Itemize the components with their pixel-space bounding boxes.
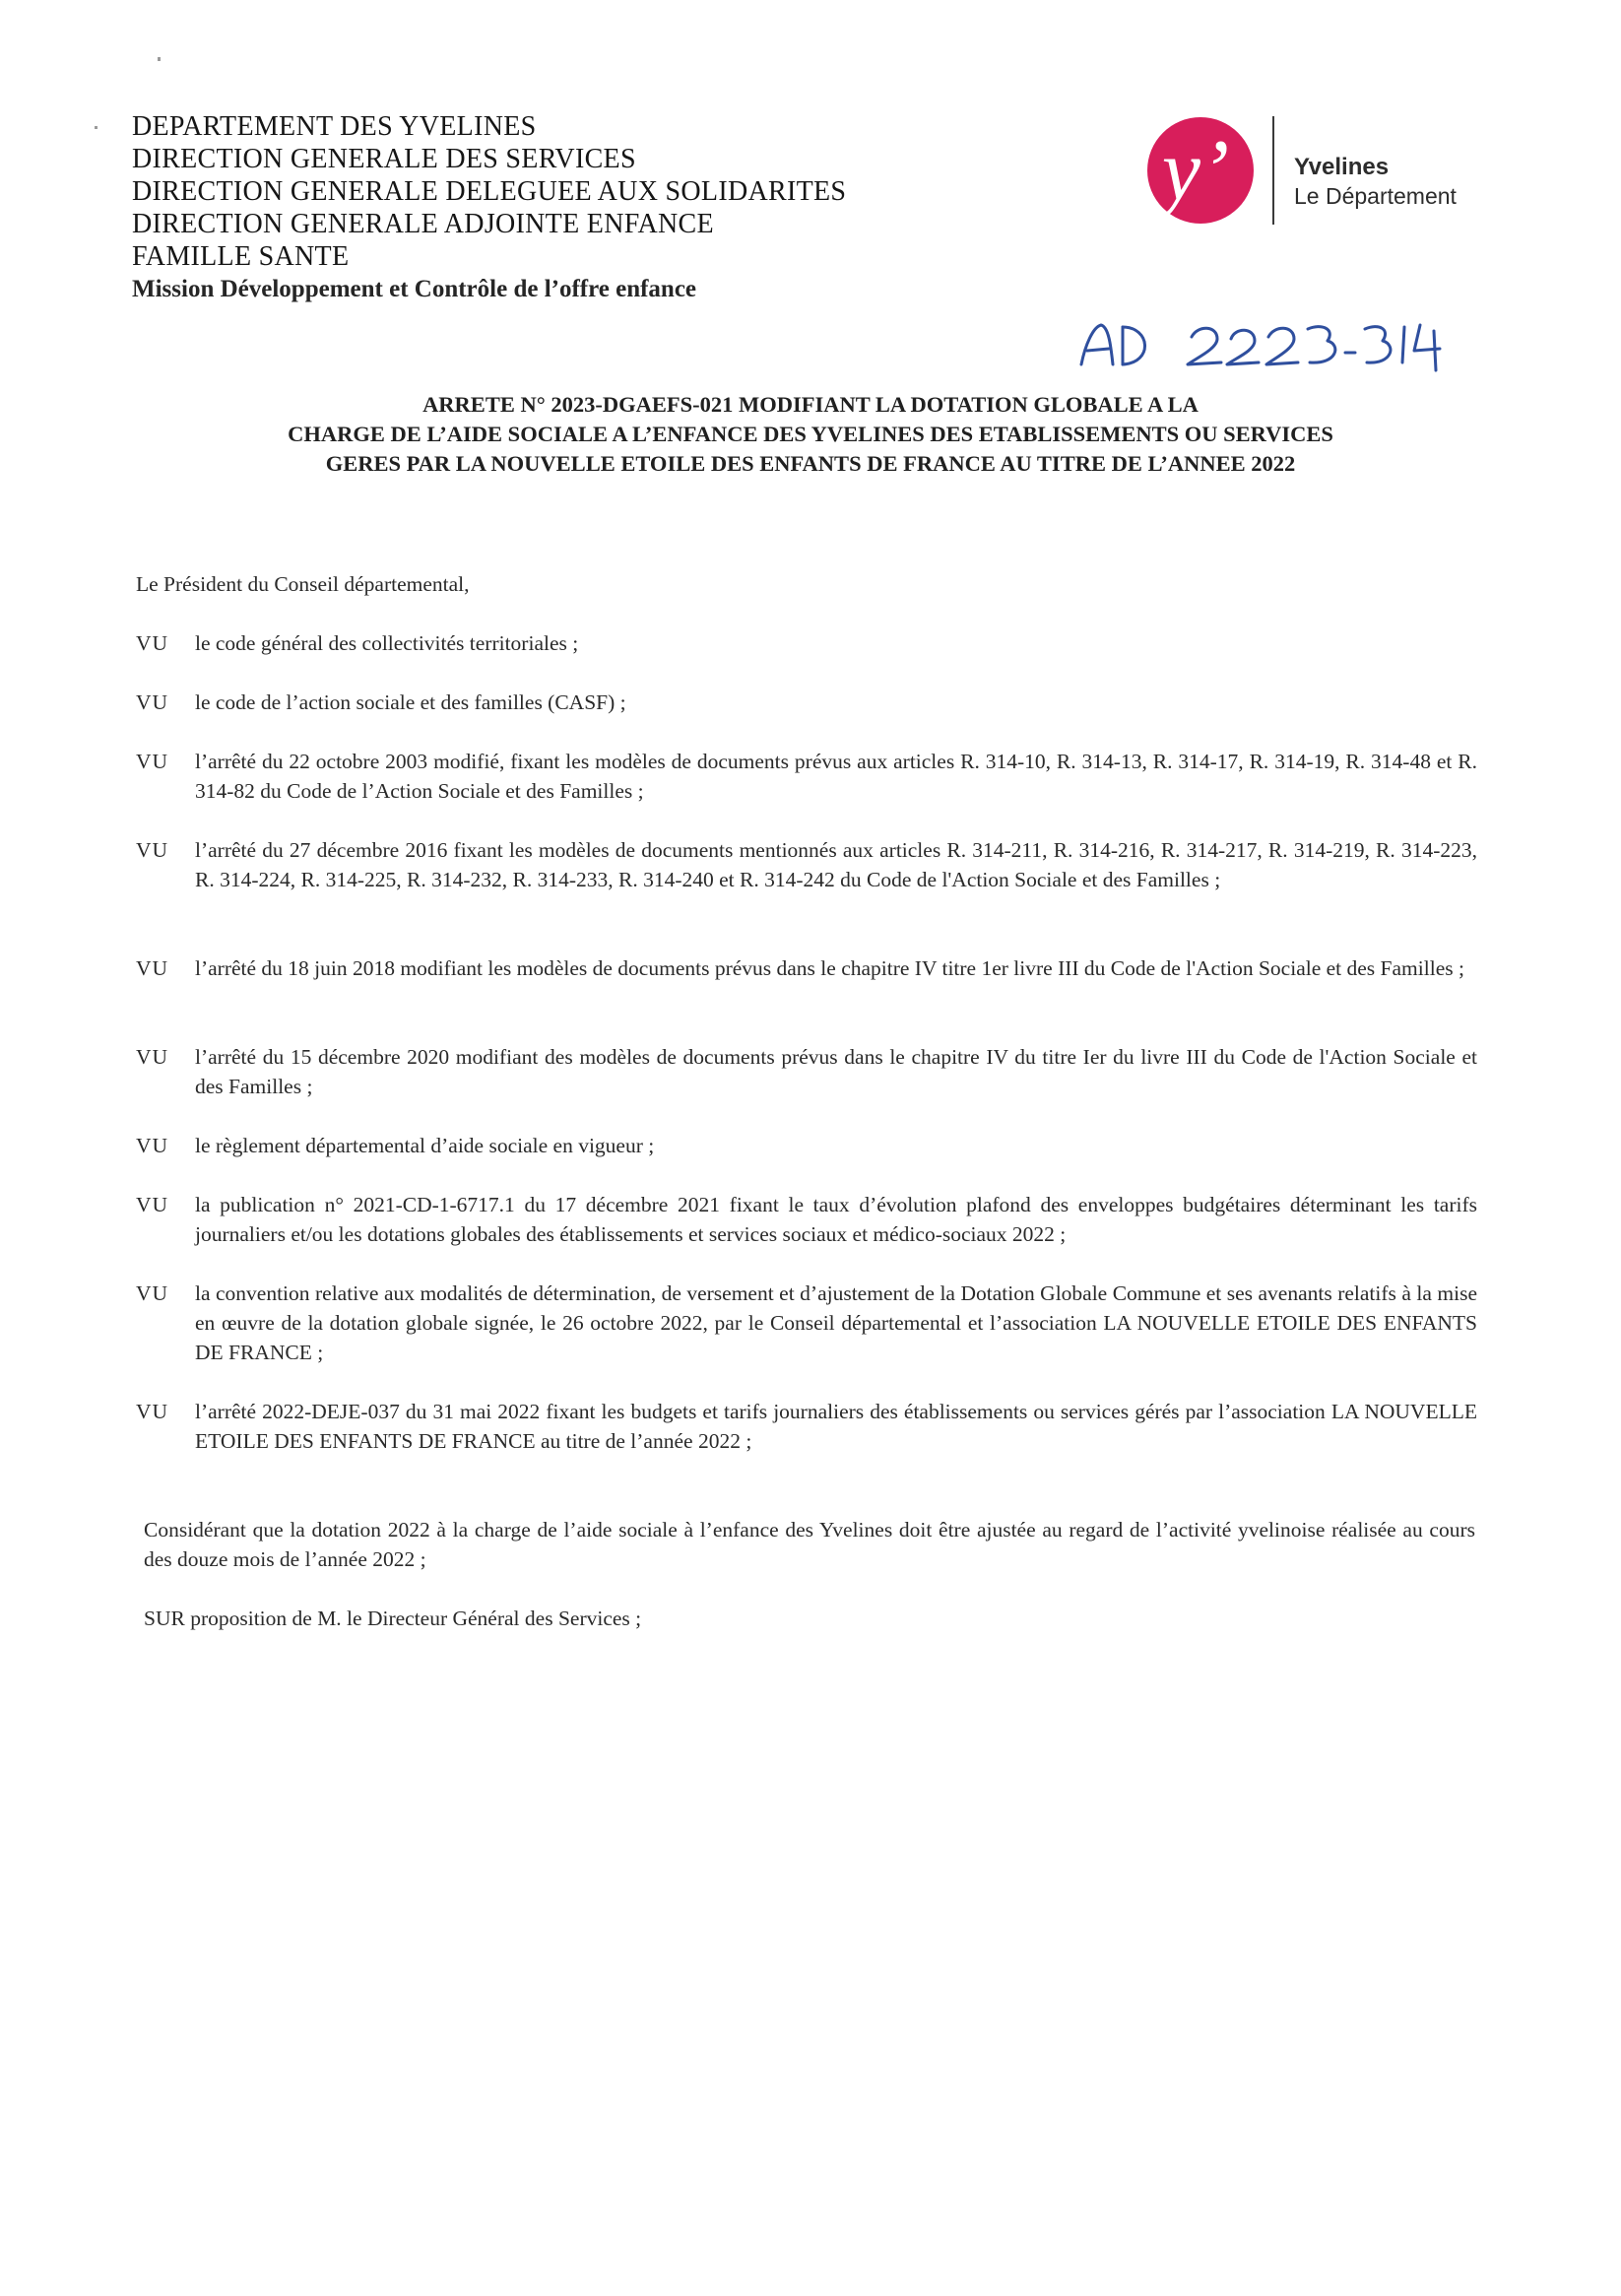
intro-paragraph: Le Président du Conseil départemental, [136, 572, 470, 596]
proposition-paragraph: SUR proposition de M. le Directeur Général des Services ; [144, 1607, 642, 1630]
header-line-famille-sante: FAMILLE SANTE [132, 241, 350, 272]
visa-label: VU [136, 1134, 169, 1157]
scan-speck [158, 57, 161, 61]
visa-text: le code général des collectivités territoriales ; [195, 631, 579, 655]
visa-text: le code de l’action sociale et des familles (CASF) ; [195, 690, 626, 714]
considerant-paragraph: Considérant que la dotation 2022 à la charge de l’aide sociale à l’enfance des Yvelines doit être ajustée au regard de l’activité yvelinoise réalisée au cours des douze mois de l’année 2022 ; [144, 1518, 1475, 1571]
visa-label: VU [136, 838, 169, 862]
visa-text: l’arrêté du 27 décembre 2016 fixant les modèles de documents mentionnés aux articles R. 314-211, R. 314-216, R. 314-217, R. 314-219, R. 314-223, R. 314-224, R. 314-225, R. 314-232, R. 314-233, R. 314-240 et R. 314-242 du Code de l'Action Sociale et des Familles ; [195, 838, 1477, 891]
visa-text: le règlement départemental d’aide sociale en vigueur ; [195, 1134, 655, 1157]
header-line-dgs: DIRECTION GENERALE DES SERVICES [132, 144, 636, 174]
visa-label: VU [136, 690, 169, 714]
header-line-dga-enfance: DIRECTION GENERALE ADJOINTE ENFANCE [132, 209, 714, 239]
yvelines-logo [1144, 114, 1489, 228]
visa-label: VU [136, 750, 169, 773]
header-line-department: DEPARTEMENT DES YVELINES [132, 111, 537, 142]
logo-divider [1272, 116, 1274, 225]
logo-mark-text: y’ [1161, 123, 1230, 219]
visa-label: VU [136, 1400, 169, 1423]
visa-label: VU [136, 1045, 169, 1069]
visa-text: l’arrêté du 18 juin 2018 modifiant les modèles de documents prévus dans le chapitre IV titre 1er livre III du Code de l'Action Sociale et des Familles ; [195, 956, 1464, 980]
yvelines-logo-mark-icon [1144, 114, 1263, 228]
visa-text: l’arrêté 2022-DEJE-037 du 31 mai 2022 fixant les budgets et tarifs journaliers des établissements ou services gérés par l’association LA NOUVELLE ETOILE DES ENFANTS DE FRANCE au titre de l’année 2022 ; [195, 1400, 1477, 1453]
visa-text: l’arrêté du 15 décembre 2020 modifiant des modèles de documents prévus dans le chapitre IV du titre Ier du livre III du Code de l'Action Sociale et des Familles ; [195, 1045, 1477, 1098]
handwritten-reference-annotation [1073, 315, 1448, 374]
header-line-dgd-solidarites: DIRECTION GENERALE DELEGUEE AUX SOLIDARITES [132, 176, 847, 207]
decree-title-line-1: ARRETE N° 2023-DGAEFS-021 MODIFIANT LA DOTATION GLOBALE A LA [422, 392, 1199, 417]
visa-label: VU [136, 956, 169, 980]
visa-text: la convention relative aux modalités de détermination, de versement et d’ajustement de la Dotation Globale Commune et ses avenants relatifs à la mise en œuvre de la dotation globale signée, le 26 octobre 2022, par le Conseil départemental et l’association LA NOUVELLE ETOILE DES ENFANTS DE FRANCE ; [195, 1281, 1477, 1364]
visa-label: VU [136, 1193, 169, 1216]
logo-name: Yvelines [1294, 154, 1390, 180]
decree-title-line-3: GERES PAR LA NOUVELLE ETOILE DES ENFANTS DE FRANCE AU TITRE DE L’ANNEE 2022 [325, 451, 1296, 476]
issuing-authority-header [132, 110, 1018, 305]
visa-text: la publication n° 2021-CD-1-6717.1 du 17 décembre 2021 fixant le taux d’évolution plafond des enveloppes budgétaires déterminant les tarifs journaliers et/ou les dotations globales des établissements et services sociaux et médico-sociaux 2022 ; [195, 1193, 1477, 1246]
scan-speck [95, 126, 97, 129]
visa-label: VU [136, 1281, 169, 1305]
header-mission: Mission Développement et Contrôle de l’offre enfance [132, 276, 697, 302]
decree-title [148, 390, 1473, 479]
logo-subtitle: Le Département [1294, 183, 1457, 209]
visa-label: VU [136, 631, 169, 655]
decree-title-line-2: CHARGE DE L’AIDE SOCIALE A L’ENFANCE DES YVELINES DES ETABLISSEMENTS OU SERVICES [288, 422, 1333, 446]
visa-text: l’arrêté du 22 octobre 2003 modifié, fixant les modèles de documents prévus aux articles R. 314-10, R. 314-13, R. 314-17, R. 314-19, R. 314-48 et R. 314-82 du Code de l’Action Sociale et des Familles ; [195, 750, 1477, 803]
